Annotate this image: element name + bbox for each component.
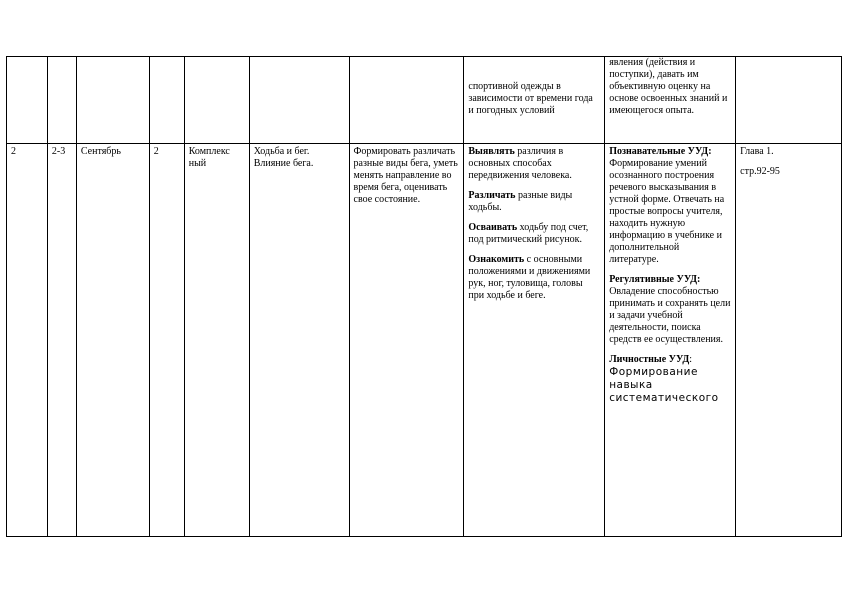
uud-text: Формирование умений осознанного построения речевого высказывания в устной форме. Отвечать на простые вопросы учителя, находить нужную информацию в учебнике и дополнительной литературе. [609,158,725,265]
uud-cognitive [609,146,731,266]
activities-continuation: спортивной одежды в зависимости от времени года и погодных условий [468,81,593,116]
activity-text: различия в основных способах передвижения человека. [468,146,572,181]
uud-list [605,144,735,407]
table-row [7,144,842,537]
table-cell [349,144,464,537]
hours: 2 [153,146,159,157]
activity-item [468,146,600,182]
uud-heading-colon: : [689,354,692,365]
activity-verb: Ознакомить [468,254,525,265]
table-cell [605,57,736,144]
lesson-topic: Ходьба и бег. Влияние бега. [253,146,314,169]
table-cell [736,57,842,144]
table-cell [736,144,842,537]
lesson-type: Комплекс ный [188,146,230,169]
textbook-reference [736,144,841,188]
table-cell [7,57,48,144]
activity-item [468,222,600,246]
table-cell [47,57,76,144]
uud-heading: Познавательные УУД: [609,146,712,157]
uud-regulatory [609,274,731,346]
table-cell [184,144,249,537]
uud-continuation: явления (действия и поступки), давать им объективную оценку на основе освоенных знаний и имеющегося опыта. [609,57,728,116]
table-cell [149,57,184,144]
activity-text: ходьбу под счет, под ритмический рисунок. [468,222,589,245]
activity-verb: Выявлять [468,146,515,157]
table-cell [349,57,464,144]
uud-text: Овладение способностью принимать и сохранять цели и задачи учебной деятельности, поиска средств ее осуществления. [609,286,731,345]
table-cell [47,144,76,537]
table-row [7,57,842,144]
activity-item [468,190,600,214]
table-cell [149,144,184,537]
uud-heading: Личностные УУД [609,354,690,365]
table-cell [249,144,349,537]
table-cell [464,57,605,144]
table-cell [184,57,249,144]
activities-list [464,144,604,312]
uud-heading: Регулятивные УУД: [609,274,701,285]
uud-text: Формирование навыка систематического [609,366,719,404]
table-cell [76,57,149,144]
month: Сентябрь [80,146,121,157]
activity-item [468,254,600,302]
lesson-plan-table [6,56,842,537]
table-cell [464,144,605,537]
row-number: 2 [11,146,16,157]
activity-verb: Осваивать [468,222,518,233]
chapter: Глава 1. [740,146,774,157]
table-cell [249,57,349,144]
activity-verb: Различать [468,190,516,201]
lesson-numbers: 2-3 [51,146,66,157]
pages: стр.92-95 [740,166,780,177]
table-cell [7,144,48,537]
activity-text: с основными положениями и движениями рук, ног, туловища, головы при ходьбе и беге. [468,254,591,301]
table-cell [76,144,149,537]
lesson-goals: Формировать различать разные виды бега, уметь менять направление во время бега, оценивать свое состояние. [353,146,458,205]
table-cell [605,144,736,537]
activity-text: разные виды ходьбы. [468,190,573,213]
uud-personal [609,354,731,405]
